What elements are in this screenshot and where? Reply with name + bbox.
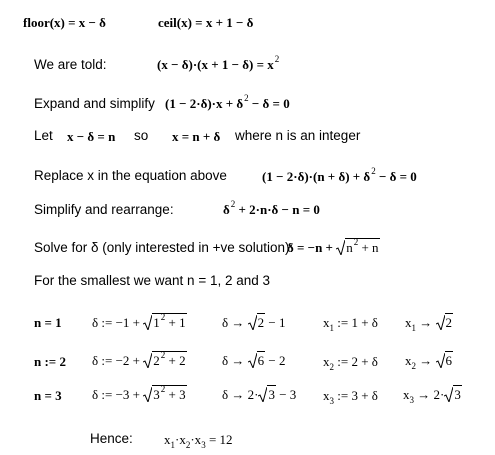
sqrt-sign-icon	[436, 315, 445, 330]
row2-x-evaluation	[405, 351, 453, 371]
told-equation-lhs: (x − δ)·(x + 1 − δ) = x	[157, 57, 274, 72]
row1-delta-definition	[92, 313, 187, 329]
let-so: so	[134, 128, 149, 143]
row1-x-eval-pre: →	[416, 315, 436, 330]
row2-delta-pre: δ := −2 +	[92, 353, 144, 368]
row3-rad-base: 3	[153, 387, 160, 402]
told-equation	[157, 54, 280, 72]
row2-x-eval-rad: 6	[445, 353, 452, 368]
row3-n-definition: n = 3	[34, 388, 62, 403]
row2-rad-tail: + 2	[165, 353, 186, 368]
replace-exponent: 2	[371, 166, 376, 176]
row3-x-evaluation	[403, 385, 462, 405]
row2-x-eval-pre: →	[416, 353, 436, 368]
row3-x-eval-name: x	[403, 387, 410, 402]
expand-equation	[165, 93, 290, 111]
replace-lhs: (1 − 2·δ)·(n + δ) + δ	[262, 169, 371, 184]
row1-rad-base: 1	[153, 315, 160, 330]
sqrt-sign-icon	[143, 353, 152, 368]
row1-rad-exponent: 2	[160, 312, 166, 322]
sqrt-sign-icon	[336, 240, 345, 255]
row2-x-sub: 2	[329, 362, 334, 372]
row3-x-name: x	[323, 388, 330, 403]
let-label: Let	[34, 128, 53, 143]
sqrt-sign-icon	[143, 387, 152, 402]
row1-x-sub: 1	[329, 323, 334, 333]
simplify-equation	[223, 199, 320, 217]
row2-delta-eval-post: − 2	[265, 353, 286, 368]
row1-delta-eval-pre: δ →	[222, 315, 248, 330]
sqrt-radical	[143, 385, 186, 401]
row3-x-eval-sub: 3	[409, 395, 414, 405]
hence-x1: x	[164, 432, 171, 447]
row2-rad-exponent: 2	[160, 350, 166, 360]
row1-delta-eval-post: − 1	[265, 315, 286, 330]
hence-sub2: 2	[185, 440, 191, 450]
row2-x-name: x	[323, 354, 330, 369]
row1-x-definition	[323, 315, 378, 333]
told-label: We are told:	[34, 57, 107, 72]
sqrt-radical	[143, 351, 186, 367]
hence-label: Hence:	[90, 431, 133, 446]
row2-delta-evaluation	[222, 351, 285, 367]
replace-equation	[262, 166, 417, 184]
row2-rad-base: 2	[153, 353, 160, 368]
replace-label: Replace x in the equation above	[34, 168, 227, 183]
hence-equation	[164, 432, 233, 450]
sqrt-radical	[436, 351, 454, 367]
sqrt-sign-icon	[143, 315, 152, 330]
row2-x-eval-sub: 2	[411, 361, 416, 371]
sqrt-sign-icon	[248, 315, 257, 330]
sqrt-radical	[258, 385, 276, 401]
expand-label: Expand and simplify	[34, 96, 155, 111]
sqrt-sign-icon	[444, 387, 453, 402]
floor-definition: floor(x) = x − δ	[23, 15, 106, 30]
expand-exponent: 2	[244, 93, 249, 103]
row1-n-definition: n = 1	[34, 315, 62, 330]
hence-sub1: 1	[170, 440, 175, 450]
row3-x-sub: 3	[329, 396, 334, 406]
sqrt-sign-icon	[248, 353, 257, 368]
expand-lhs: (1 − 2·δ)·x + δ	[165, 96, 244, 111]
row3-delta-eval-post: − 3	[275, 387, 297, 402]
row2-x-definition	[323, 354, 378, 372]
sqrt-radical	[143, 313, 186, 329]
solve-rad-tail: + n	[358, 240, 379, 255]
row2-delta-eval-pre: δ →	[222, 353, 248, 368]
row1-x-def: := 1 + δ	[334, 315, 378, 330]
hence-sub3: 3	[201, 440, 206, 450]
solve-equation	[287, 238, 380, 254]
solve-lhs: δ = −n +	[287, 240, 337, 255]
row1-x-eval-rad: 2	[445, 315, 452, 330]
row3-delta-eval-pre: δ → 2·	[222, 387, 259, 402]
solve-rad-base: n	[346, 240, 353, 255]
row3-x-def: := 3 + δ	[334, 388, 378, 403]
hence-dot1: ·x	[175, 432, 186, 447]
row2-n-definition: n := 2	[34, 354, 66, 369]
row1-x-eval-name: x	[405, 315, 412, 330]
sqrt-sign-icon	[258, 387, 267, 402]
sqrt-radical	[248, 313, 266, 329]
simplify-label: Simplify and rearrange:	[34, 202, 174, 217]
hence-result: = 12	[205, 432, 233, 447]
sqrt-radical	[248, 351, 266, 367]
ceil-definition: ceil(x) = x + 1 − δ	[158, 15, 254, 30]
row1-rad-tail: + 1	[165, 315, 186, 330]
row2-delta-eval-rad: 6	[257, 353, 265, 368]
row3-rad-tail: + 3	[165, 387, 186, 402]
told-exponent: 2	[274, 54, 280, 64]
row3-delta-pre: δ := −3 +	[92, 387, 144, 402]
hence-dot2: ·x	[190, 432, 202, 447]
replace-rhs: − δ = 0	[375, 169, 417, 184]
row1-x-eval-sub: 1	[411, 323, 416, 333]
simplify-exponent: 2	[230, 199, 236, 209]
row1-delta-evaluation	[222, 313, 285, 329]
let-tail: where n is an integer	[235, 128, 361, 143]
solve-rad-exponent: 2	[353, 237, 359, 247]
row3-delta-eval-rad: 3	[268, 387, 275, 402]
sqrt-radical	[444, 385, 462, 401]
sqrt-radical	[436, 313, 454, 329]
row3-x-eval-pre: → 2·	[414, 387, 445, 402]
row3-rad-exponent: 2	[160, 384, 166, 394]
simplify-rest: + 2·n·δ − n = 0	[235, 202, 320, 217]
row2-delta-definition	[92, 351, 187, 367]
sqrt-sign-icon	[436, 353, 445, 368]
solve-label: Solve for δ (only interested in +ve solution):	[34, 240, 294, 255]
row1-x-evaluation	[405, 313, 453, 333]
simplify-base: δ	[223, 202, 230, 217]
row3-delta-definition	[92, 385, 187, 401]
smallest-label: For the smallest we want n = 1, 2 and 3	[34, 273, 270, 288]
row2-x-eval-name: x	[405, 353, 412, 368]
expand-rhs: − δ = 0	[248, 96, 290, 111]
row1-x-name: x	[323, 315, 330, 330]
row3-delta-evaluation	[222, 385, 296, 401]
row3-x-eval-rad: 3	[454, 387, 461, 402]
row3-x-definition	[323, 388, 378, 406]
row2-x-def: := 2 + δ	[334, 354, 378, 369]
let-substitution: x = n + δ	[172, 129, 221, 144]
row1-delta-pre: δ := −1 +	[92, 315, 144, 330]
sqrt-radical	[336, 238, 379, 254]
row1-delta-eval-rad: 2	[257, 315, 265, 330]
let-expression: x − δ = n	[67, 129, 116, 144]
